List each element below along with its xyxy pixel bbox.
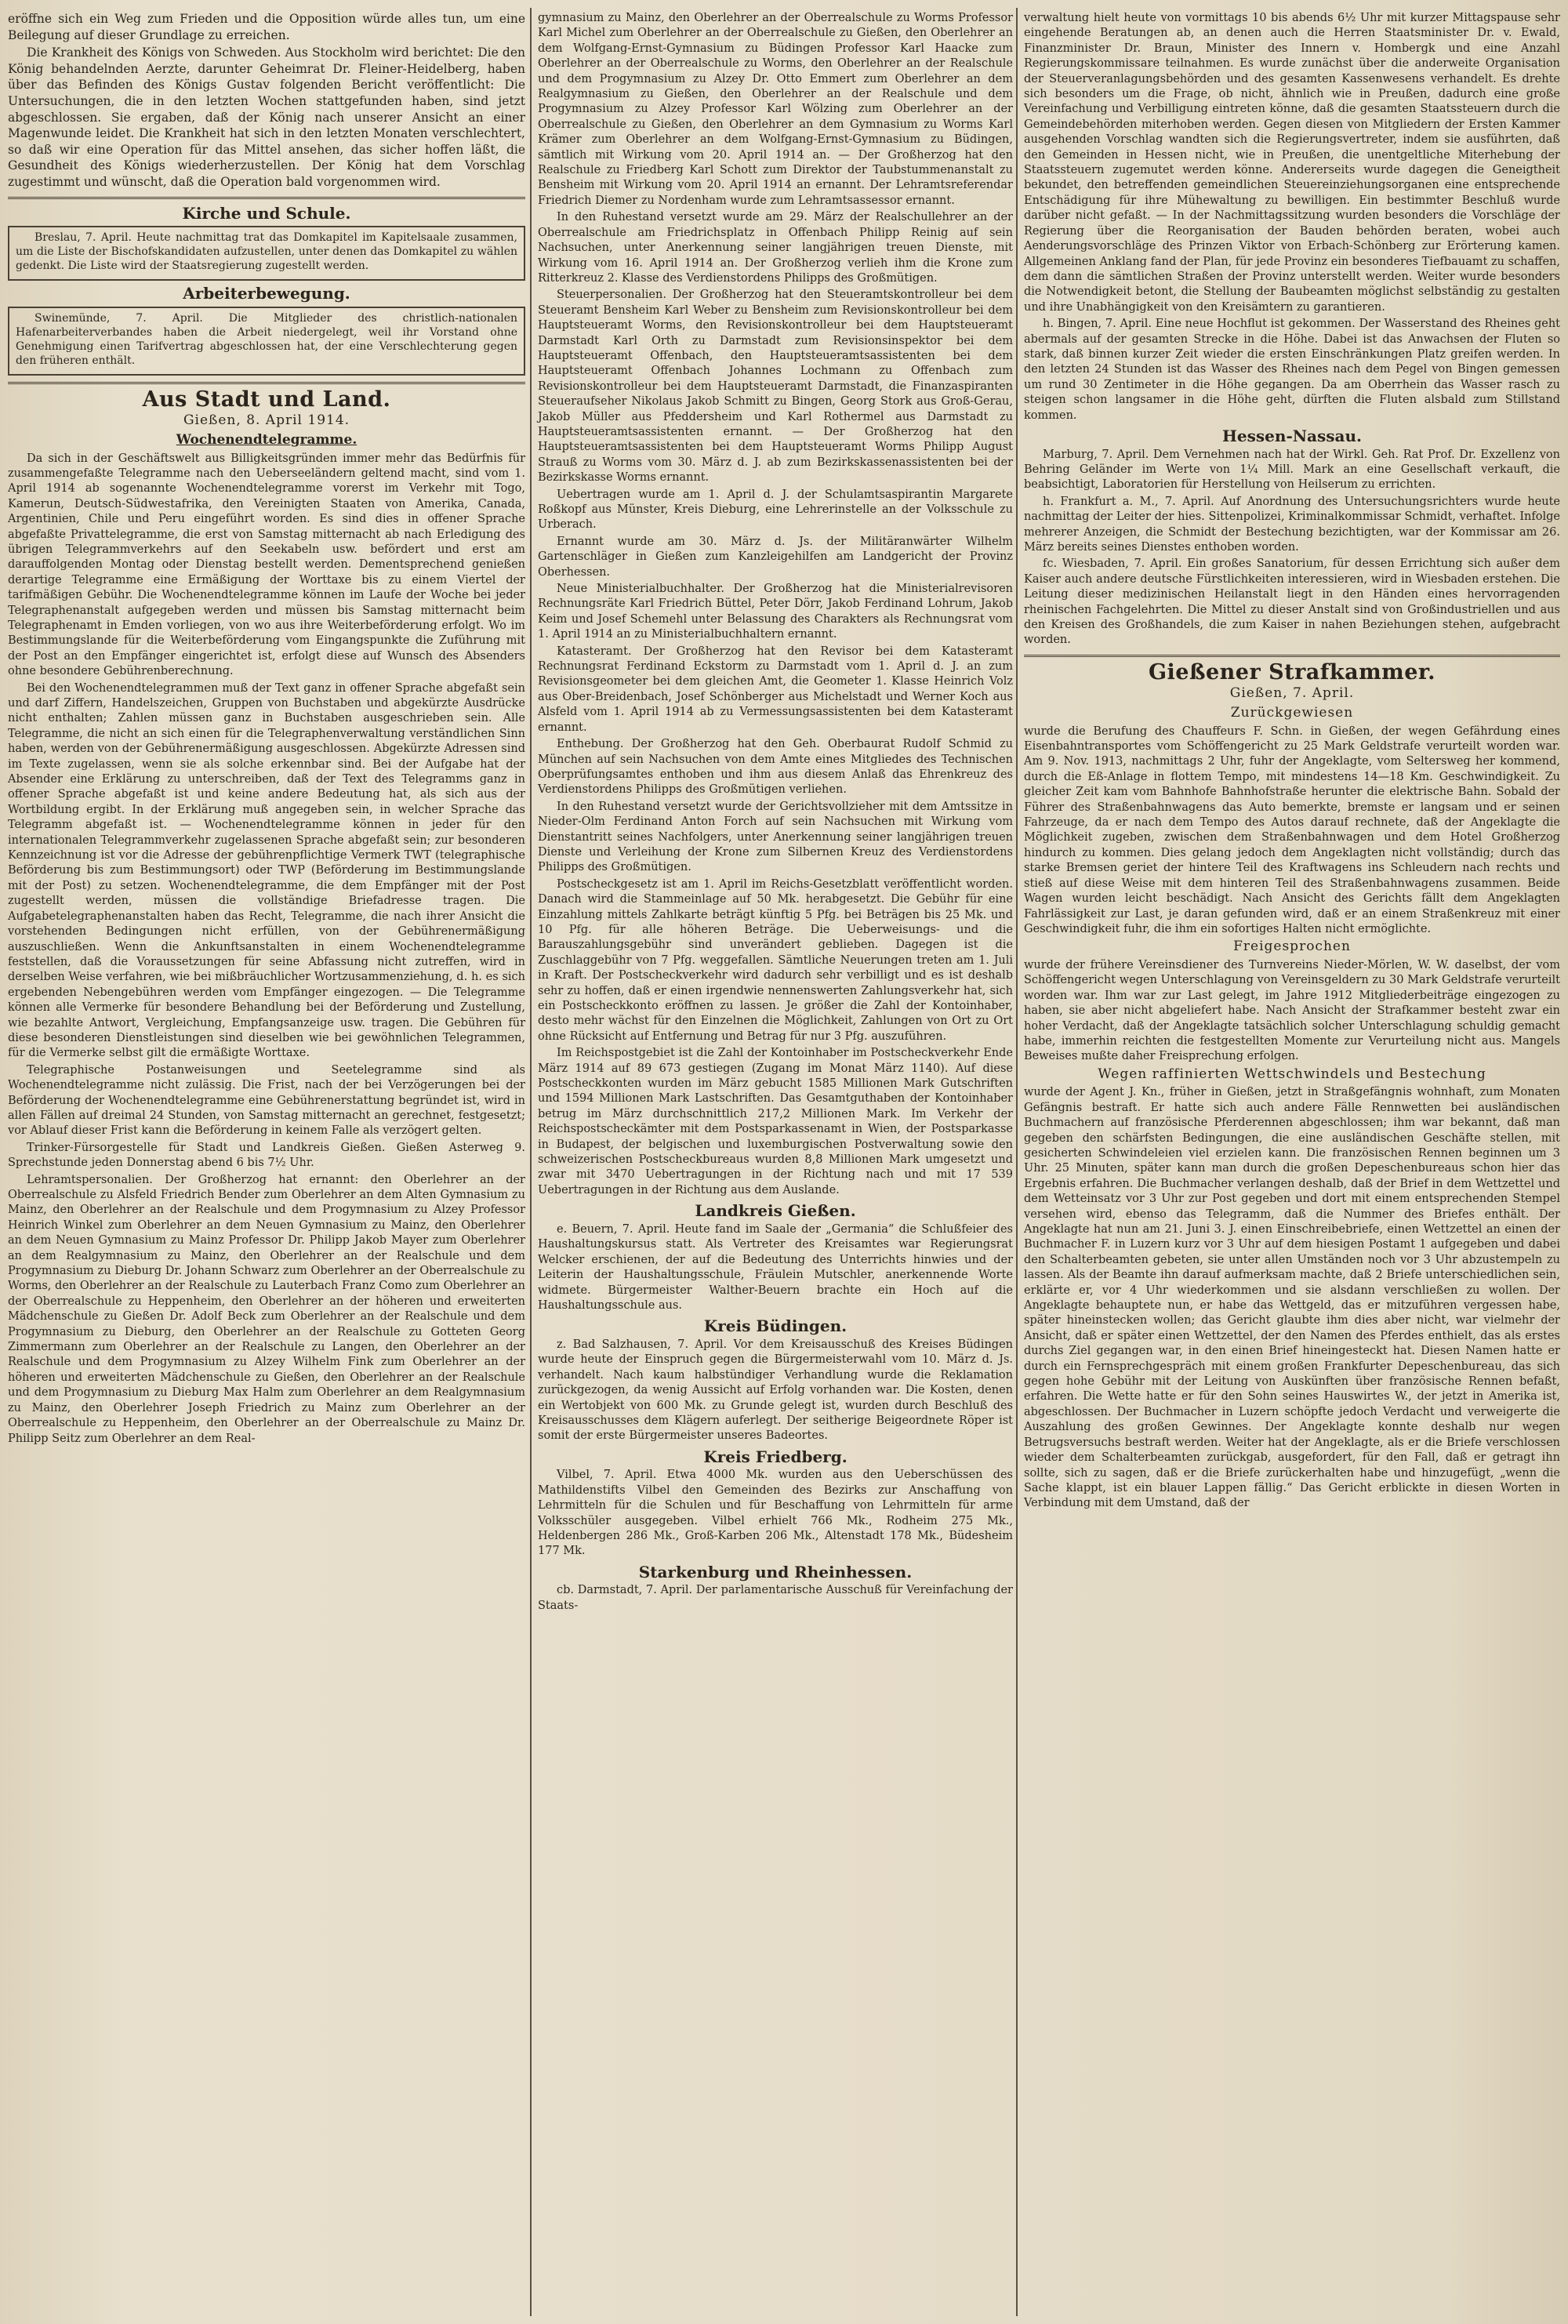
article-paragraph: gymnasium zu Mainz, den Oberlehrer an der Oberrealschule zu Worms Professor Karl Michel zum Oberlehrer an der Oberrealschule zu Gießen, den Oberlehrer an dem Wolfgang-Ernst-Gymnasium zu Büdingen Professor Karl Haacke zum Oberlehrer an der Oberrealschule zu Worms, den Oberlehrer an der Realschule und dem Progymnasium zu Alzey Dr. Otto Emmert zum Oberlehrer an dem Realgymnasium zu Gießen, den Oberlehrer an der Realschule und dem Progymnasium zu Alzey Professor Karl Wölzing zum Oberlehrer an der Oberrealschule zu Gießen, den Oberlehrer an dem Gymnasium zu Worms Karl Krämer zum Oberlehrer an dem Wolfgang-Ernst-Gymnasium zu Büdingen, sämtlich mit Wirkung vom 20. April 1914 an. — Der Großherzog hat den Realschule zu Friedberg Karl Schott zum Direktor der Taubstummenanstalt zu Bensheim mit Wirkung vom 20. April 1914 an ernannt. Der Lehramtsreferendar Friedrich Diemer zu Nordenham wurde zum Lehramtsassessor ernannt. [538,12,1013,207]
article-paragraph: Da sich in der Geschäftswelt aus Billigkeitsgründen immer mehr das Bedürfnis für zusammengefaßte Telegramme nach den Ueberseeländern geltend macht, sind vom 1. April 1914 ab sogenannte Wochenendtelegramme vorerst im Verkehr mit Togo, Kamerun, Deutsch-Südwestafrika, den Vereinigten Staaten von Amerika, Canada, Argentinien, Chile und Peru eingeführt worden. Es sind dies in offener Sprache abgefaßte Privattelegramme, die erst von Samstag mitternacht ab nach Erledigung des übrigen Telegrammverkehrs auf den Seekabeln usw. befördert und erst am darauffolgenden Montag oder Dienstag bestellt werden. Dementsprechend genießen derartige Telegramme eine Ermäßigung der Worttaxe bis zu einem Viertel der tarifmäßigen Gebühr. Die Wochenendtelegramme können im Laufe der Woche bei jeder Telegraphenanstalt aufgegeben werden und müssen bis Samstag mitternacht beim Telegraphenamt in Emden vorliegen, von wo aus ihre Weiterbeförderung erfolgt. Wo im Bestimmungslande für die Weiterbeförderung vom Eingangspunkte die Zuführung mit der Post an den Empfänger eingerichtet ist, erfolgt diese auf Wunsch des Absenders ohne besondere Gebührenberechnung. [8,452,525,678]
article-paragraph: wurde der Agent J. Kn., früher in Gießen, jetzt in Straßgefängnis wohnhaft, zum Monaten Gefängnis bestraft. Er hatte sich auch andere Fälle Rennwetten bei ausländischen Buchmachern auf französische Pferderennen abgeschlossen; ihm war bekannt, daß man gegeben den schärfsten Bedingungen, die eine ausländischen Geschäfte stellen, mit gesicherten Schwindeleien viel erzielen kann. Die französischen Rennen beginnen um 3 Uhr. 25 Minuten, später kann man durch die großen Depeschenbureaus schon hier das Ergebnis erfahren. Die Buchmacher verlangen deshalb, daß der Brief in dem Wettzettel und dem Wetteinsatz vor 3 Uhr zur Post gegeben und dort mit einem entsprechenden Stempel versehen wird, ebenso das Telegramm, daß die Nummer des Briefes enthält. Der Angeklagte hat nun am 21. Juni 3. J. einen Einschreibebriefe, einen Wettzettel an einen der Buchmacher F. in Luzern kurz vor 3 Uhr auf dem hiesigen Postamt 1 aufgegeben und dabei den Schalterbeamten gebeten, sie unter allen Umständen noch vor 3 Uhr abzustempeln zu lassen. Als der Beamte ihn darauf aufmerksam machte, daß 2 Briefe unterschiedlichen sein, erklärte er, vor 4 Uhr wiederkommen und sie alsdann verschließen zu wollen. Der Angeklagte behauptete nun, er habe das Wettgeld, das er mitzuführen vergessen habe, später hineinstecken wollen; das Gericht glaubte ihm dies aber nicht, war vielmehr der Ansicht, daß er später einen Wettzettel, der den Namen des Pferdes enthielt, das als erstes durchs Ziel gegangen war, in den einen Brief hineingesteckt hat. Diesen Namen hatte er durch ein Fernsprechgespräch mit einem großen Frankfurter Depeschenbureau, das sich gegen hohe Gebühr mit der Leitung von Auskünften über französische Rennen befaßt, erfahren. Die Wette hatte er für den Sohn seines Hauswirtes W., der jetzt in Amerika ist, abgeschlossen. Der Buchmacher in Luzern schöpfte jedoch Verdacht und verweigerte die Auszahlung des großen Gewinnes. Der Angeklagte konnte deshalb nur wegen Betrugsversuchs bestraft werden. Weiter hat der Angeklagte, als er die Briefe verschlossen wieder dem Schalterbeamten zurückgab, ausgefordert, für den Fall, daß er getragt ihn sollte, sich zu sagen, daß er die Briefe zurückerhalten habe und hinzugefügt, „wenn die Sache klappt, ist ein blauer Lappen fällig.“ Das Gericht erblickte in diesen Worten in Verbindung mit dem Umstand, daß der [1024,1086,1560,1510]
article-paragraph: Swinemünde, 7. April. Die Mitglieder des christlich-nationalen Hafenarbeiterverbandes haben die Arbeit niedergelegt, weil ihr Vorstand ohne Genehmigung einen Tarifvertrag abgeschlossen hat, der eine Verschlechterung gegen den früheren enthält. [16,311,517,367]
article-paragraph: In den Ruhestand versetzt wurde am 29. März der Realschullehrer an der Oberrealschule am Friedrichsplatz in Offenbach Philipp Reinig auf sein Nachsuchen, unter Anerkennung seiner langjährigen treuen Dienste, mit Wirkung vom 16. April 1914 an. Der Großherzog verlieh ihm die Krone zum Ritterkreuz 2. Klasse des Verdienstordens Philipps des Großmütigen. [538,211,1013,285]
column-rule [530,8,532,2316]
article-paragraph: Steuerpersonalien. Der Großherzog hat den Steueramtskontrolleur bei dem Steueramt Bensheim Karl Weber zu Bensheim zum Revisionskontrolleur bei dem Hauptsteueramt Worms, den Revisionskontrolleur bei dem Hauptsteueramt Darmstadt Karl Orth zu Darmstadt zum Revisionsinspektor bei dem Hauptsteueramt Offenbach, den Hauptsteueramtsassistenten bei dem Hauptsteueramt Offenbach Johannes Lochmann zu Offenbach zum Revisionskontrolleur bei dem Hauptsteueramt Darmstadt, die Finanzaspiranten Steueraufseher Nikolaus Jakob Schmitt zu Bingen, Georg Stork aus Groß-Gerau, Jakob Müller aus Pfeddersheim und Karl Rothermel aus Darmstadt zu Hauptsteueramtsassistenten ernannt. — Der Großherzog hat den Hauptsteueramtsassistenten bei dem Hauptsteueramt Worms Philipp August Strauß zu Worms vom 30. März d. J. ab zum Bezirkskassenassistenten bei der Bezirkskasse Worms ernannt. [538,289,1013,485]
column-left [3,11,530,2313]
article-paragraph: Katasteramt. Der Großherzog hat den Revisor bei dem Katasteramt Rechnungsrat Ferdinand Eckstorm zu Darmstadt vom 1. April d. J. an zum Revisionsgeometer bei dem gleichen Amt, die Geometer 1. Klasse Heinrich Volz aus Ober-Breidenbach, Josef Schönberger aus Michelstadt und Werner Koch aus Alsfeld vom 1. April 1914 ab zu Vermessungsassistenten bei dem Katasteramt ernannt. [538,645,1013,734]
article-paragraph: verwaltung hielt heute von vormittags 10 bis abends 6½ Uhr mit kurzer Mittagspause sehr eingehende Beratungen ab, an denen auch die Herren Staatsminister Dr. v. Ewald, Finanzminister Dr. Braun, Minister des Innern v. Hombergk und eine Anzahl Regierungskommissare teilnahmen. Es wurde zunächst über die anderweite Organisation der Steuerveranlagungsbehörden und des gesamten Kassenwesens verhandelt. Es drehte sich besonders um die Frage, ob nicht, ähnlich wie in Preußen, dadurch eine große Vereinfachung und Verbilligung eintreten könne, daß die gesamten Staatssteuern durch die Gemeindebehörden miterhoben werden. Gegen diesen von Mitgliedern der Ersten Kammer ausgehenden Vorschlag wandten sich die Regierungsvertreter, indem sie ausführten, daß den Gemeinden in Hessen nicht, wie in Preußen, die unentgeltliche Miterhebung der Staatssteuern zugemutet werden könne. Andererseits wurde dagegen die Geneigtheit bekundet, den betreffenden gemeindlichen Steuereinziehungsorganen eine entsprechende Entschädigung für ihre Mühewaltung zu bewilligen. Ein bestimmter Beschluß wurde darüber nicht gefaßt. — In der Nachmittagssitzung wurden besonders die Vorschläge der Regierung über die Reorganisation der Bauden behörden beraten, wobei auch Aenderungsvorschläge des Prinzen Viktor von Erbach-Schönberg zur Erörterung kamen. Allgemeinen Anklang fand der Plan, für jede Provinz ein besonderes Tiefbauamt zu schaffen, dem dann die sämtlichen Straßen der Provinz unterstellt werden. Weiter wurde besonders die Notwendigkeit betont, die Stellung der Baubeamten möglichst selbständig zu gestalten und ihre Unabhängigkeit von den Kreisämtern zu garantieren. [1024,12,1560,314]
article-paragraph: Enthebung. Der Großherzog hat den Geh. Oberbaurat Rudolf Schmid zu München auf sein Nachsuchen von dem Amte eines Mitgliedes des Technischen Oberprüfungsamtes enthoben und ihm aus diesem Anlaß das Ehrenkreuz des Verdienstordens Philipps des Großmütigen verliehen. [538,738,1013,797]
column-right [1019,11,1565,2313]
article-paragraph: Lehramtspersonalien. Der Großherzog hat ernannt: den Oberlehrer an der Oberrealschule zu Alsfeld Friedrich Bender zum Oberlehrer an dem Alten Gymnasium zu Mainz, den Oberlehrer an der Realschule und dem Progymnasium zu Alzey Professor Heinrich Winkel zum Oberlehrer an dem Neuen Gymnasium zu Mainz, den Oberlehrer an dem Neuen Gymnasium zu Mainz Professor Dr. Philipp Jakob Mayer zum Oberlehrer an dem Realgymnasium zu Mainz, den Oberlehrer an der Realschule und dem Progymnasium zu Dieburg Dr. Johann Schwarz zum Oberlehrer an der Oberrealschule zu Worms, den Oberlehrer an der Realschule zu Lauterbach Franz Como zum Oberlehrer an der Oberrealschule zu Heppenheim, den Oberlehrer an der höheren und erweiterten Mädchenschule zu Gießen Dr. Adolf Beck zum Oberlehrer an der Realschule und dem Progymnasium zu Dieburg, den Oberlehrer an der Realschule zu Gotteten Georg Zimmermann zum Oberlehrer an der Realschule zu Langen, den Oberlehrer an der Realschule und dem Progymnasium zu Alzey Wilhelm Fink zum Oberlehrer an der höheren und erweiterten Mädchenschule zu Gießen, den Oberlehrer an der Realschule und dem Progymnasium zu Dieburg Max Halm zum Oberlehrer an dem Realgymnasium zu Mainz, den Oberlehrer Joseph Friedrich zu Mainz zum Oberlehrer an der Oberrealschule zu Heppenheim, den Oberlehrer an der Oberrealschule zu Mainz Dr. Philipp Seitz zum Oberlehrer an dem Real- [8,1173,525,1445]
article-paragraph: Ernannt wurde am 30. März d. Js. der Militäranwärter Wilhelm Gartenschläger in Gießen zum Kanzleigehilfen am Landgericht der Provinz Oberhessen. [538,535,1013,579]
article-subheading: Wochenendtelegramme. [176,431,358,448]
article-paragraph: eröffne sich ein Weg zum Frieden und die Opposition würde alles tun, um eine Beilegung auf dieser Grundlage zu erreichen. [8,12,525,42]
section-heading-buedingen: Kreis Büdingen. [703,1316,848,1336]
notice-box [8,307,525,376]
article-paragraph: Vilbel, 7. April. Etwa 4000 Mk. wurden aus den Ueberschüssen des Mathildenstifts Vilbel den Gemeinden des Bezirks zur Anschaffung von Lehrmitteln für die Schulen und für Beschaffung von Lehrmitteln für arme Volksschüler ausgegeben. Vilbel erhielt 766 Mk., Rodheim 275 Mk., Heldenbergen 286 Mk., Groß-Karben 206 Mk., Altenstadt 178 Mk., Büdesheim 177 Mk. [538,1469,1013,1558]
article-paragraph: Die Krankheit des Königs von Schweden. Aus Stockholm wird berichtet: Die den König behandelnden Aerzte, darunter Geheimrat Dr. Fleiner-Heidelberg, haben über das Befinden des Königs Gustav folgenden Bericht veröffentlicht: Die Untersuchungen, die in den letzten Wochen stattgefunden haben, sind jetzt abgeschlossen. Sie ergaben, daß der König nach unserer Ansicht an einer Magenwunde leidet. Die Krankheit hat sich in den letzten Monaten verschlechtert, so daß wir eine Operation für das Mittel ansehen, das sicher hoffen läßt, die Gesundheit des Königs wiederherzustellen. Der König hat dem Vorschlag zugestimmt und wünscht, daß die Operation bald vorgenommen wird. [8,45,525,189]
section-heading-starkenburg: Starkenburg und Rheinhessen. [638,1562,913,1581]
article-paragraph: Telegraphische Postanweisungen und Seetelegramme sind als Wochenendtelegramme nicht zulässig. Die Frist, nach der bei Verzögerungen bei der Beförderung der Wochenendtelegramme eine Gebührenerstattung begründet ist, wird in allen Fällen auf dreimal 24 Stunden, von Samstag mitternacht an gerechnet, festgesetzt; vor Ablauf dieser Frist kann die Beförderung in keinem Falle als verzögert gelten. [8,1063,525,1138]
article-paragraph: wurde die Berufung des Chauffeurs F. Schn. in Gießen, der wegen Gefährdung eines Eisenbahntransportes vom Schöffengericht zu 25 Mark Geldstrafe verurteilt worden war. Am 9. Nov. 1913, nachmittags 2 Uhr, fuhr der Angeklagte, vom Seltersweg her kommend, durch die Eß-Anlage in flottem Tempo, mit mindestens 14—18 Km. Geschwindigkeit. Zu gleicher Zeit kam vom Bahnhofe Bahnhofstraße herunter die elektrische Bahn. Sobald der Führer des Straßenbahnwagens das Auto bemerkte, bremste er langsam und er seinen Fahrzeuge, da er nach dem Tempo des Autos darauf rechnete, daß der Angeklagte die Möglichkeit zugeben, zwischen dem Straßenbahnwagen und dem Hotel Großherzog hindurch zu kommen. Dies gelang jedoch dem Angeklagten nicht vollständig; durch das starke Bremsen geriet der hintere Teil des Kraftwagens ins Schleudern nach rechts und stieß auf diese Weise mit dem hinteren Teil des Straßenbahnwagens zusammen. Beide Wagen wurden leicht beschädigt. Nach Ansicht des Gerichts fällt dem Angeklagten Fahrlässigkeit zur Last, je daran gefunden wird, daß er an einem Straßenkreuz mit einer Geschwindigkeit fuhr, die ihm ein sofortiges Halten nicht ermöglichte. [1024,724,1560,935]
section-heading-nassau: Hessen-Nassau. [1222,426,1362,445]
section-heading-stadt: Aus Stadt und Land. [142,387,391,412]
section-heading-arbeiter: Arbeiterbewegung. [183,284,350,303]
article-paragraph: h. Frankfurt a. M., 7. April. Auf Anordnung des Untersuchungsrichters wurde heute nachmittag der Leiter der hies. Sittenpolizei, Kriminalkommissar Schmidt, verhaftet. Infolge mehrerer Anzeigen, die Schmidt der Bestechung bezichtigten, war der Kommissar am 26. März bereits seines Dienstes enthoben worden. [1024,495,1560,554]
article-paragraph: z. Bad Salzhausen, 7. April. Vor dem Kreisausschuß des Kreises Büdingen wurde heute der Einspruch gegen die Bürgermeisterwahl vom 10. März d. Js. verhandelt. Nach kaum halbstündiger Verhandlung wurde die Reklamation zurückgezogen, da wenig Aussicht auf Erfolg vorhanden war. Die Kosten, denen ein Wertobjekt von 600 Mk. zu Grunde gelegt ist, wurden durch Beschluß des Kreisausschusses dem Klägern auferlegt. Der seitherige Beigeordnete Röper ist somit der erste Bürgermeister unseres Badeortes. [538,1338,1013,1443]
section-heading-kirche: Kirche und Schule. [182,203,351,223]
article-subheading: Zurückgewiesen [1230,705,1354,721]
section-divider [8,382,525,384]
article-paragraph: Marburg, 7. April. Dem Vernehmen nach hat der Wirkl. Geh. Rat Prof. Dr. Exzellenz von Behring Geländer im Werte von 1¼ Mill. Mark an eine Gesellschaft verkauft, die beabsichtigt, Laboratorien für Herstellung von Heilserum zu errichten. [1024,448,1560,492]
dateline: Gießen, 7. April. [1229,685,1355,702]
section-heading-landkreis: Landkreis Gießen. [695,1201,856,1221]
article-paragraph: Im Reichspostgebiet ist die Zahl der Kontoinhaber im Postscheckverkehr Ende März 1914 auf 89 673 gestiegen (Zugang im Monat März 1140). Auf diese Postscheckkonten wurden im März gebucht 1585 Millionen Mark Gutschriften und 1594 Millionen Mark Lastschriften. Das Gesamtguthaben der Kontoinhaber betrug im März durchschnittlich 217,2 Millionen Mark. Im Verkehr der Reichspostscheckämter mit dem Postsparkassenamt in Wien, der Postsparkasse in Budapest, der belgischen und luxemburgischen Postverwaltung sowie den schweizerischen Postscheckbureaus wurden 8,8 Millionen Mark umgesetzt und zwar mit 3470 Uebertragungen in der Richtung nach und mit 17 539 Uebertragungen in der Richtung aus dem Auslande. [538,1047,1013,1196]
column-middle [533,11,1018,2313]
article-paragraph: Postscheckgesetz ist am 1. April im Reichs-Gesetzblatt veröffentlicht worden. Danach wird die Stammeinlage auf 50 Mk. herabgesetzt. Die Gebühr für eine Einzahlung mittels Zahlkarte beträgt künftig 5 Pfg. bei Beträgen bis 25 Mk. und 10 Pfg. für alle höheren Beträge. Die Ueberweisungs- und die Barauszahlungsgebühr sind unverändert geblieben. Dagegen ist die Zuschlaggebühr von 7 Pfg. weggefallen. Sämtliche Neuerungen treten am 1. Juli in Kraft. Der Postscheckverkehr wird dadurch sehr verbilligt und es ist deshalb sehr zu hoffen, daß er einen irgendwie nennenswerten Zahlungsverkehr hat, sich ein Postscheckkonto eröffnen zu lassen. Je größer die Zahl der Kontoinhaber, desto mehr wächst für den Einzelnen die Möglichkeit, Zahlungen von Ort zu Ort ohne Rücksicht auf Entfernung und Betrag für nur 3 Pfg. auszuführen. [538,877,1013,1043]
article-subheading: Freigesprochen [1233,939,1351,955]
article-paragraph: In den Ruhestand versetzt wurde der Gerichtsvollzieher mit dem Amtssitze in Nieder-Olm Ferdinand Anton Forch auf sein Nachsuchen mit Wirkung vom Dienstantritt seines Nachfolgers, unter Anerkennung seiner langjährigen treuen Dienste und Verleihung der Krone zum Silbernen Kreuz des Verdienstordens Philipps des Großmütigen. [538,800,1013,874]
section-divider [8,197,525,199]
dateline: Gießen, 8. April 1914. [183,412,350,429]
section-divider [1024,655,1560,657]
section-heading-strafkammer: Gießener Strafkammer. [1148,659,1436,684]
article-paragraph: cb. Darmstadt, 7. April. Der parlamentarische Ausschuß für Vereinfachung der Staats- [538,1584,1013,1612]
section-heading-friedberg: Kreis Friedberg. [703,1447,848,1466]
article-paragraph: Neue Ministerialbuchhalter. Der Großherzog hat die Ministerialrevisoren Rechnungsräte Karl Friedrich Büttel, Peter Dörr, Jakob Ferdinand Lohrum, Jakob Keim und Josef Schemehl unter Belassung des Charakters als Rechnungsrat vom 1. April 1914 an zu Ministerialbuchhaltern ernannt. [538,583,1013,641]
article-paragraph: Uebertragen wurde am 1. April d. J. der Schulamtsaspirantin Margarete Roßkopf aus Münster, Kreis Dieburg, eine Lehrerinstelle an der Volksschule zu Urberach. [538,488,1013,532]
article-paragraph: h. Bingen, 7. April. Eine neue Hochflut ist gekommen. Der Wasserstand des Rheines geht abermals auf der gesamten Strecke in die Höhe. Dabei ist das Anwachsen der Fluten so stark, daß binnen kurzer Zeit wieder die ersten Einschränkungen Platz greifen werden. In den letzten 24 Stunden ist das Wasser des Rheines nach dem Pegel von Bingen gemessen um rund 30 Zentimeter in die Höhe gegangen. Da am Oberrhein das Wasser rasch zu steigen schon langsamer in die Höhe geht, dürften die Fluten alsbald zum Stillstand kommen. [1024,318,1560,422]
notice-box [8,226,525,281]
article-paragraph: Trinker-Fürsorgestelle für Stadt und Landkreis Gießen. Gießen Asterweg 9. Sprechstunde jeden Donnerstag abend 6 bis 7½ Uhr. [8,1141,525,1170]
article-paragraph: fc. Wiesbaden, 7. April. Ein großes Sanatorium, für dessen Errichtung sich außer dem Kaiser auch andere deutsche Fürstlichkeiten interessieren, wird in Wiesbaden erstehen. Die Leitung dieser medizinischen Heilanstalt liegt in den Händen eines hervorragenden rheinischen Fachgelehrten. Die Mittel zu dieser Anstalt sind von Großindustriellen und aus den Kreisen des Großhandels, die zum Kaiser in nahen Beziehungen stehen, aufgebracht worden. [1024,557,1560,647]
article-paragraph: Breslau, 7. April. Heute nachmittag trat das Domkapitel im Kapitelsaale zusammen, um die Liste der Bischofskandidaten aufzustellen, unter denen das Domkapitel zu wählen gedenkt. Die Liste wird der Staatsregierung zugestellt werden. [16,231,517,273]
article-paragraph: wurde der frühere Vereinsdiener des Turnvereins Nieder-Mörlen, W. W. daselbst, der vom Schöffengericht wegen Unterschlagung von Vereinsgeldern zu 30 Mark Geldstrafe verurteilt worden war. Ihm war zur Last gelegt, im Jahre 1912 Mitgliederbeiträge eingezogen zu haben, sie aber nicht abgeliefert habe. Nach Ansicht der Strafkammer besteht zwar ein hoher Verdacht, daß der Angeklagte tatsächlich solcher Unterschlagung schuldig gemacht habe, immerhin reichten die festgestellten Momente zur Verurteilung nicht aus. Mangels Beweises mußte daher Freisprechung erfolgen. [1024,958,1560,1063]
article-paragraph: e. Beuern, 7. April. Heute fand im Saale der „Germania“ die Schlußfeier des Haushaltungskursus statt. Als Vertreter des Kreisamtes war Regierungsrat Welcker erschienen, der auf die Bedeutung des Unterrichts hinwies und der Leiterin der Haushaltungsschule, Fräulein Mutschler, anerkennende Worte widmete. Bürgermeister Walther-Beuern brachte ein Hoch auf die Haushaltungsschule aus. [538,1222,1013,1312]
article-subheading: Wegen raffinierten Wettschwindels und Bestechung [1098,1066,1486,1082]
article-paragraph: Bei den Wochenendtelegrammen muß der Text ganz in offener Sprache abgefaßt sein und darf Ziffern, Handelszeichen, Gruppen von Buchstaben und abgekürzte Ausdrücke nicht enthalten; Zahlen müssen ganz in Buchstaben ausgeschrieben sein. Alle Telegramme, die nicht an sich einen für die Telegraphenverwaltung verständlichen Sinn haben, werden von der Gebührenermäßigung ausgeschlossen. Abgekürzte Adressen sind im Texte zugelassen, wenn sie als solche erkennbar sind. Bei der Aufgabe hat der Absender eine Erklärung zu unterschreiben, daß der Text des Telegramms ganz in offener Sprache abgefaßt ist und keine andere Bedeutung hat, als sich aus der Wortbildung ergibt. In der Erklärung muß angegeben sein, in welcher Sprache das Telegramm abgefaßt ist. — Wochenendtelegramme können in jeder für den internationalen Telegrammverkehr zugelassenen Sprache abgefaßt sein; zur besonderen Kennzeichnung ist vor die Adresse der gebührenpflichtige Vermerk TWT (telegraphische Beförderung bis zum Bestimmungsort) oder TWP (Beförderung im Bestimmungslande mit der Post) zu setzen. Wochenendtelegramme, die dem Empfänger mit der Post zugestellt werden, müssen die vollständige Briefadresse tragen. Die Aufgabetelegraphenanstalten haben das Recht, Telegramme, die nach ihrer Ansicht die vorstehenden Bedingungen nicht erfüllen, von der Gebührenermäßigung auszuschließen. Wenn die Ankunftsanstalten in einem Wochenendtelegramme feststellen, daß die Voraussetzungen für seine Abfassung nicht zutreffen, wird in derselben Weise verfahren, wie bei mißbräuchlicher Wortzusammenziehung, d. h. es sich ergebenden Nebengebühren werden vom Empfänger eingezogen. — Die Telegramme können alle Vermerke für besondere Behandlung bei der Beförderung und Zustellung, wie bezahlte Antwort, Vergleichung, Empfangsanzeige usw. tragen. Die Gebühren für diese besonderen Dienstleistungen sind dieselben wie bei gewöhnlichen Telegrammen, für die Vermerke selbst gilt die ermäßigte Worttaxe. [8,681,525,1060]
